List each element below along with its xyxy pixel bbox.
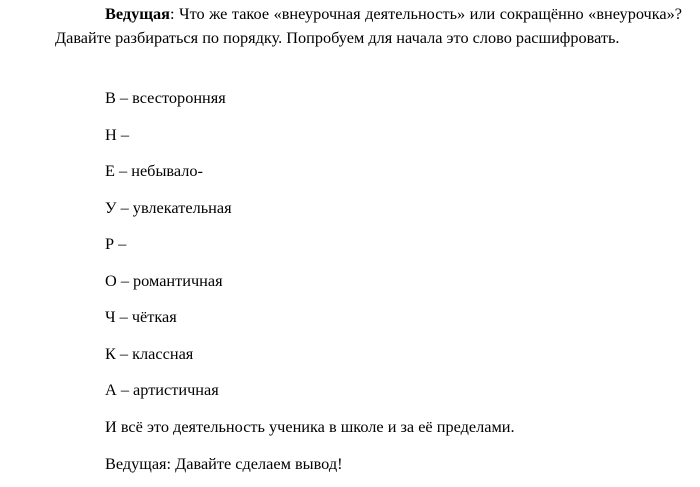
acronym-line: Е – небывало- <box>105 161 203 180</box>
acronym-line: О – романтичная <box>105 271 223 290</box>
acronym-line: У – увлекательная <box>105 198 232 217</box>
acronym-line: А – артистичная <box>105 380 219 399</box>
speaker-label: Ведущая <box>105 4 170 23</box>
summary-line: И всё это деятельность ученика в школе и за её пределами. <box>105 417 515 436</box>
acronym-line: Ч – чёткая <box>105 307 177 326</box>
acronym-line: В – всесторонняя <box>105 88 226 107</box>
conclusion-line: Ведущая: Давайте сделаем вывод! <box>105 454 343 473</box>
intro-text: : Что же такое «внеурочная деятельность» или сокращённо «внеурочка»? Давайте разбираться по порядку. Попробуем для начала это слово расшифровать. <box>55 4 682 47</box>
acronym-line: К – классная <box>105 344 194 363</box>
acronym-line: Н – <box>105 125 129 144</box>
acronym-line: Р – <box>105 234 127 253</box>
intro-paragraph <box>55 2 682 50</box>
